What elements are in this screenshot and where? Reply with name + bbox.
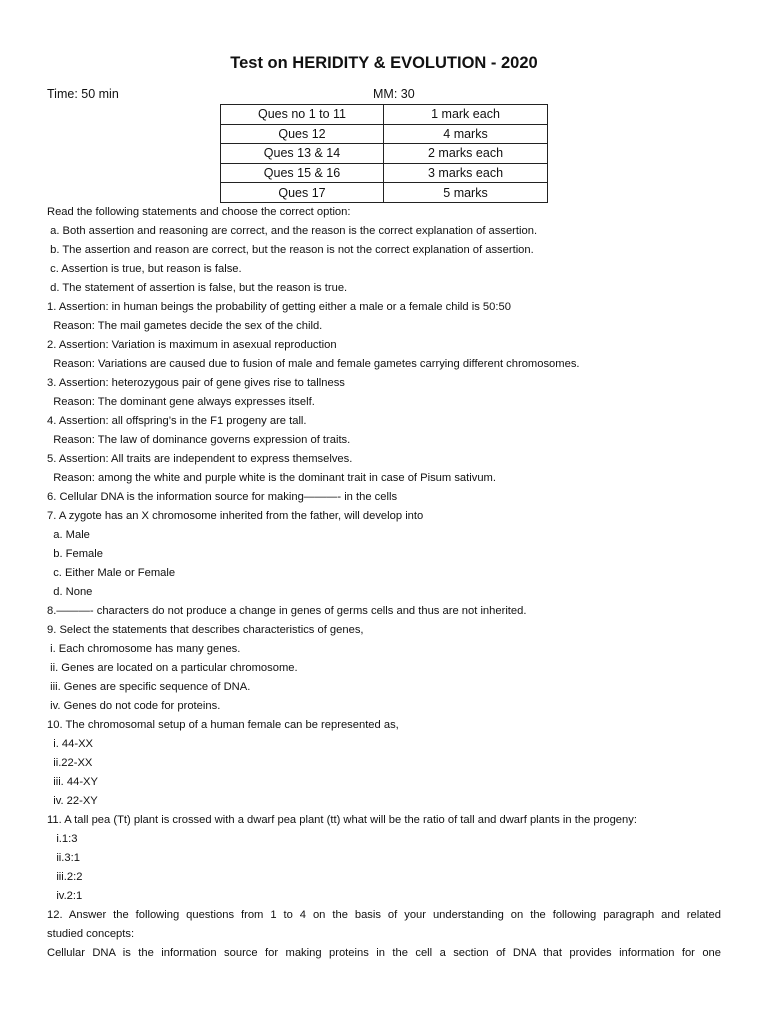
text-line: 11. A tall pea (Tt) plant is crossed with a dwarf pea plant (tt) what will be the ratio of tall and dwarf plants in the progeny: xyxy=(47,814,637,826)
text-line: 4. Assertion: all offspring’s in the F1 progeny are tall. xyxy=(47,415,307,427)
text-line: Reason: The mail gametes decide the sex of the child. xyxy=(47,320,323,332)
text-line: 10. The chromosomal setup of a human female can be represented as, xyxy=(47,719,399,731)
question-range-cell: Ques 13 & 14 xyxy=(221,144,384,164)
text-line: b. The assertion and reason are correct, but the reason is not the correct explanation of assertion. xyxy=(47,244,534,256)
marks-table-row xyxy=(221,105,548,125)
marks-table-row xyxy=(221,163,548,183)
text-line: 5. Assertion: All traits are independent to express themselves. xyxy=(47,453,353,465)
text-line: Reason: among the white and purple white is the dominant trait in case of Pisum sativum. xyxy=(47,472,496,484)
marks-cell: 2 marks each xyxy=(384,144,548,164)
text-line: 6. Cellular DNA is the information source for making———- in the cells xyxy=(47,491,398,503)
marks-table-row xyxy=(221,183,548,203)
text-line: d. The statement of assertion is false, but the reason is true. xyxy=(47,282,348,294)
marks-table xyxy=(220,104,548,203)
text-line: d. None xyxy=(47,586,93,598)
marks-cell: 4 marks xyxy=(384,124,548,144)
text-line: i. 44-XX xyxy=(47,738,94,750)
text-line: ii. Genes are located on a particular chromosome. xyxy=(47,662,298,674)
marks-cell: 5 marks xyxy=(384,183,548,203)
text-line: c. Either Male or Female xyxy=(47,567,176,579)
text-line: c. Assertion is true, but reason is false. xyxy=(47,263,242,275)
text-line: 8.———- characters do not produce a change in genes of germs cells and thus are not inherited. xyxy=(47,605,527,617)
max-marks-label: MM: 30 xyxy=(373,87,415,101)
text-line: iii. Genes are specific sequence of DNA. xyxy=(47,681,251,693)
text-line: iii. 44-XY xyxy=(47,776,98,788)
question-text xyxy=(47,203,721,963)
text-line: iv. 22-XY xyxy=(47,795,98,807)
text-line: studied concepts: xyxy=(47,928,135,940)
text-line: Cellular DNA is the information source for making proteins in the cell a section of DNA that provides information for one xyxy=(47,947,721,959)
text-line: b. Female xyxy=(47,548,103,560)
marks-table-row xyxy=(221,124,548,144)
text-line: 2. Assertion: Variation is maximum in asexual reproduction xyxy=(47,339,337,351)
time-label: Time: 50 min xyxy=(47,87,119,101)
text-line: ii.22-XX xyxy=(47,757,93,769)
question-range-cell: Ques no 1 to 11 xyxy=(221,105,384,125)
text-line: Reason: The dominant gene always expresses itself. xyxy=(47,396,315,408)
question-range-cell: Ques 15 & 16 xyxy=(221,163,384,183)
page-title: Test on HERIDITY & EVOLUTION - 2020 xyxy=(230,54,538,72)
text-line: Read the following statements and choose the correct option: xyxy=(47,206,351,218)
text-line: a. Both assertion and reasoning are correct, and the reason is the correct explanation of assertion. xyxy=(47,225,538,237)
text-line: Reason: Variations are caused due to fusion of male and female gametes carrying different chromosomes. xyxy=(47,358,580,370)
text-line: i. Each chromosome has many genes. xyxy=(47,643,241,655)
text-line: 9. Select the statements that describes characteristics of genes, xyxy=(47,624,364,636)
text-line: a. Male xyxy=(47,529,90,541)
text-line: 7. A zygote has an X chromosome inherited from the father, will develop into xyxy=(47,510,424,522)
text-line: Reason: The law of dominance governs expression of traits. xyxy=(47,434,351,446)
text-line: 1. Assertion: in human beings the probability of getting either a male or a female child is 50:50 xyxy=(47,301,511,313)
text-line: ii.3:1 xyxy=(47,852,80,864)
text-line: iii.2:2 xyxy=(47,871,83,883)
text-line: iv.2:1 xyxy=(47,890,83,902)
text-line: 12. Answer the following questions from 1 to 4 on the basis of your understanding on the following paragraph and related xyxy=(47,909,721,921)
marks-cell: 3 marks each xyxy=(384,163,548,183)
question-range-cell: Ques 12 xyxy=(221,124,384,144)
text-line: iv. Genes do not code for proteins. xyxy=(47,700,221,712)
text-line: 3. Assertion: heterozygous pair of gene gives rise to tallness xyxy=(47,377,345,389)
marks-table-row xyxy=(221,144,548,164)
question-range-cell: Ques 17 xyxy=(221,183,384,203)
marks-cell: 1 mark each xyxy=(384,105,548,125)
text-line: i.1:3 xyxy=(47,833,78,845)
